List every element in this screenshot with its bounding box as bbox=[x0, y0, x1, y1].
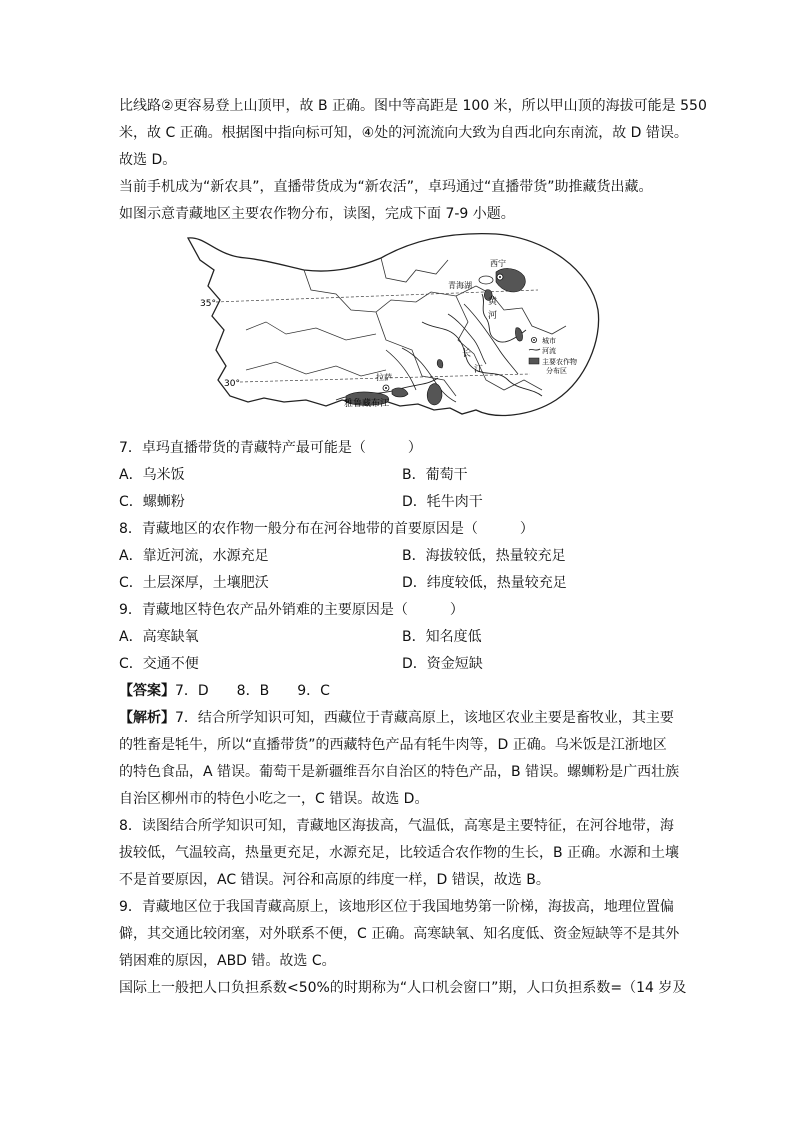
latitude-35-label: 35° bbox=[200, 299, 216, 309]
passage-text: 当前手机成为“新农具”，直播带货成为“新农活”，卓玛通过“直播带货”助推藏货出藏。 bbox=[119, 179, 653, 195]
analysis-text: 的特色食品，A 错误。葡萄干是新疆维吾尔自治区的特色产品，B 错误。螺蛳粉是广西壮族 bbox=[119, 764, 680, 780]
qinghai-lake-shape bbox=[479, 276, 493, 284]
answer-label: 【答案】 bbox=[119, 683, 175, 699]
answer-line bbox=[119, 681, 679, 701]
lhasa-label: 拉萨 bbox=[376, 373, 392, 382]
analysis-text: 拔较低，气温较高，热量更充足，水源充足，比较适合农作物的生长，B 正确。水源和土壤 bbox=[119, 845, 680, 861]
qinghai-tibet-crop-map bbox=[186, 230, 604, 426]
answer-text: 7．D 8．B 9．C bbox=[175, 683, 330, 699]
text-line: 比线路②更容易登上山顶甲，故 B 正确。图中等高距是 100 米，所以甲山顶的海拔可能是 550 bbox=[119, 98, 707, 114]
region-outline bbox=[188, 234, 599, 416]
question-7-option-b: B．葡萄干 bbox=[402, 467, 468, 483]
question-7-option-a: A．乌米饭 bbox=[119, 467, 185, 483]
question-8-option-d: D．纬度较低，热量较充足 bbox=[402, 575, 567, 591]
analysis-text: 不是首要原因，AC 错误。河谷和高原的纬度一样，D 错误，故选 B。 bbox=[119, 872, 550, 888]
question-7-stem: 7．卓玛直播带货的青藏特产最可能是（ ） bbox=[119, 440, 422, 456]
crop-area bbox=[437, 360, 443, 368]
analysis-text: 9．青藏地区位于我国青藏高原上，该地形区位于我国地势第一阶梯，海拔高，地理位置偏 bbox=[119, 899, 674, 915]
question-9-option-d: D．资金短缺 bbox=[402, 656, 483, 672]
qinghai-lake-label: 青海湖 bbox=[448, 281, 472, 290]
legend-crop-label-1: 主要农作物 bbox=[542, 358, 577, 366]
province-border bbox=[456, 296, 542, 390]
province-border bbox=[304, 270, 476, 312]
legend-city-label: 城市 bbox=[542, 337, 556, 345]
analysis-text: 销困难的原因，ABD 错。故选 C。 bbox=[119, 953, 336, 969]
province-border bbox=[246, 362, 386, 376]
legend-crop-label-2: 分布区 bbox=[546, 367, 567, 375]
analysis-text: 8．读图结合所学知识可知，青藏地区海拔高，气温低，高寒是主要特征，在河谷地带，海 bbox=[119, 818, 674, 834]
next-passage-text: 国际上一般把人口负担系数<50%的时期称为“人口机会窗口”期，人口负担系数=（14 岁及 bbox=[119, 980, 687, 996]
map-legend bbox=[529, 336, 577, 375]
question-7-option-d: D．牦牛肉干 bbox=[402, 494, 483, 510]
yangtze-river bbox=[422, 322, 542, 396]
analysis-text: 自治区柳州市的特色小吃之一，C 错误。故选 D。 bbox=[119, 791, 429, 807]
latitude-30-label: 30° bbox=[224, 379, 240, 389]
province-border bbox=[381, 258, 448, 282]
question-9-stem: 9．青藏地区特色农产品外销难的主要原因是（ ） bbox=[119, 602, 464, 618]
question-8-option-a: A．靠近河流，水源充足 bbox=[119, 548, 269, 564]
yellow-river-label-1: 黄 bbox=[488, 297, 498, 307]
legend-river-label: 河流 bbox=[542, 347, 556, 355]
yangtze-label-2: 江 bbox=[474, 365, 484, 375]
question-8-stem: 8．青藏地区的农作物一般分布在河谷地带的首要原因是（ ） bbox=[119, 521, 534, 537]
xining-label: 西宁 bbox=[490, 259, 506, 268]
province-border bbox=[376, 312, 456, 396]
legend-crop-icon bbox=[529, 358, 539, 364]
province-border bbox=[246, 322, 376, 340]
yellow-river-label-2: 河 bbox=[488, 311, 498, 321]
text-line: 米，故 C 正确。根据图中指向标可知，④处的河流流向大致为自西北向东南流，故 D 错误。 bbox=[119, 125, 688, 141]
crop-area bbox=[392, 388, 408, 397]
analysis-line bbox=[119, 708, 679, 728]
crop-area bbox=[427, 384, 442, 405]
analysis-label: 【解析】 bbox=[119, 710, 175, 726]
analysis-text: 的牲畜是牦牛，所以“直播带货”的西藏特色产品有牦牛肉等，D 正确。乌米饭是江浙地区 bbox=[119, 737, 667, 753]
question-9-option-a: A．高寒缺氧 bbox=[119, 629, 199, 645]
question-8-option-c: C．土层深厚，土壤肥沃 bbox=[119, 575, 269, 591]
legend-river-icon bbox=[529, 349, 540, 350]
analysis-text: 僻，其交通比较闭塞，对外联系不便，C 正确。高寒缺氧、知名度低、资金短缺等不是其外 bbox=[119, 926, 680, 942]
crop-area bbox=[515, 328, 522, 341]
question-9-option-b: B．知名度低 bbox=[402, 629, 482, 645]
analysis-text: 7．结合所学知识可知，西藏位于青藏高原上，该地区农业主要是畜牧业，其主要 bbox=[175, 710, 674, 726]
passage-text: 如图示意青藏地区主要农作物分布，读图，完成下面 7-9 小题。 bbox=[119, 206, 515, 222]
question-8-option-b: B．海拔较低，热量较充足 bbox=[402, 548, 566, 564]
tributary-river bbox=[386, 350, 416, 390]
question-9-option-c: C．交通不便 bbox=[119, 656, 199, 672]
text-line: 故选 D。 bbox=[119, 152, 177, 168]
question-7-option-c: C．螺蛳粉 bbox=[119, 494, 185, 510]
yangtze-label-1: 长 bbox=[462, 349, 472, 359]
yarlung-label: 雅鲁藏布江 bbox=[344, 399, 390, 409]
